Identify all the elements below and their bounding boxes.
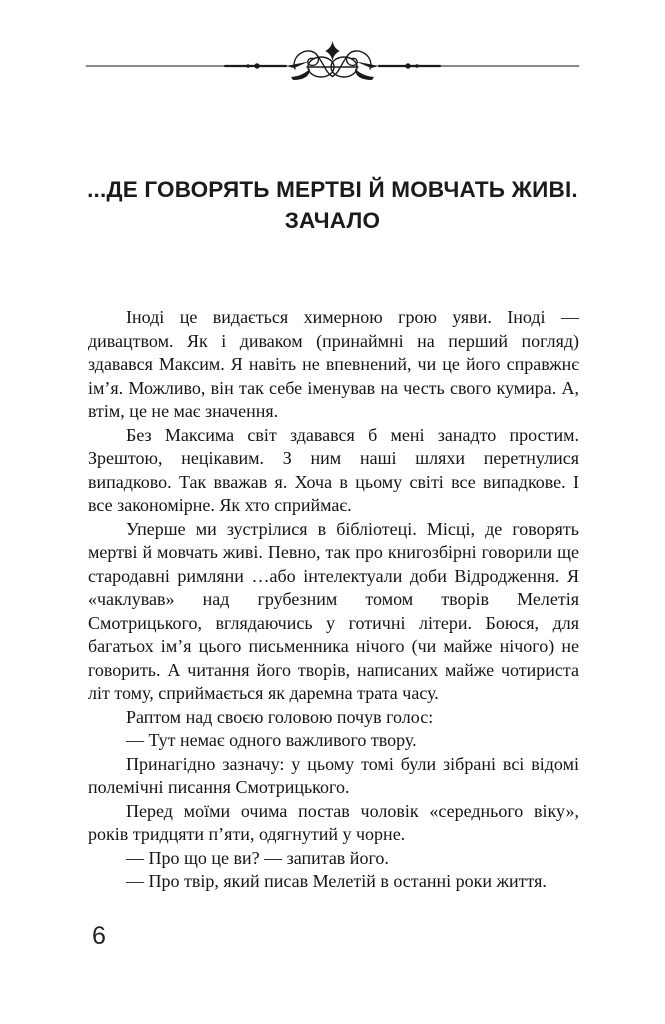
flourish-divider-icon [85, 40, 580, 92]
chapter-divider-ornament [85, 40, 580, 92]
paragraph-dialogue: — Тут немає одного важливого твору. [126, 730, 417, 750]
paragraph: Раптом над своєю головою почув голос: [126, 706, 434, 727]
paragraph: Іноді це видається химерною грою уяви. Іноді — дивацтвом. Як і диваком (принаймні на перший погляд) здавався Максим. Я навіть не впевнений, чи це його справжнє ім’я. Можливо, він так себе іменував на честь свого кумира. А, втім, це не має значення. [88, 307, 579, 421]
paragraph: Без Максима світ здавався б мені занадто простим. Зрештою, нецікавим. З ним наші шляхи перетнулися випадково. Так вважав я. Хоча в цьому світі все випадкове. І все закономірне. Як хто сприймає. [88, 424, 579, 515]
chapter-title-line2: ЗАЧАЛО [284, 208, 381, 233]
paragraph-dialogue: — Про твір, який писав Мелетій в останні роки життя. [126, 871, 547, 891]
chapter-title-line1: ...ДЕ ГОВОРЯТЬ МЕРТВІ Й МОВЧАТЬ ЖИВІ. [87, 177, 578, 202]
paragraph: Уперше ми зустрілися в бібліотеці. Місці, де говорять мертві й мовчать живі. Певно, так про книгозбірні говорили ще стародавні римляни …або інтелектуали доби Відродження. Я «чаклував» над грубезним томом творів Мелетія Смотрицького, вглядаючись у готичні літери. Боюся, для багатьох ім’я цього письменника нічого (чи майже нічого) не говорить. А читання його творів, написаних майже чотириста літ тому, сприймається як даремна трата часу. [88, 518, 579, 703]
paragraph: Перед моїми очима постав чоловік «середнього віку», років тридцяти п’яти, одягнутий у чорне. [88, 800, 579, 844]
page-number: 6 [92, 922, 106, 950]
paragraph: Принагідно зазначу: у цьому томі були зібрані всі відомі полемічні писання Смотрицького. [88, 753, 579, 797]
chapter-title [0, 174, 665, 236]
paragraph-dialogue: — Про що це ви? — запитав його. [126, 847, 389, 868]
body-text [88, 306, 579, 894]
